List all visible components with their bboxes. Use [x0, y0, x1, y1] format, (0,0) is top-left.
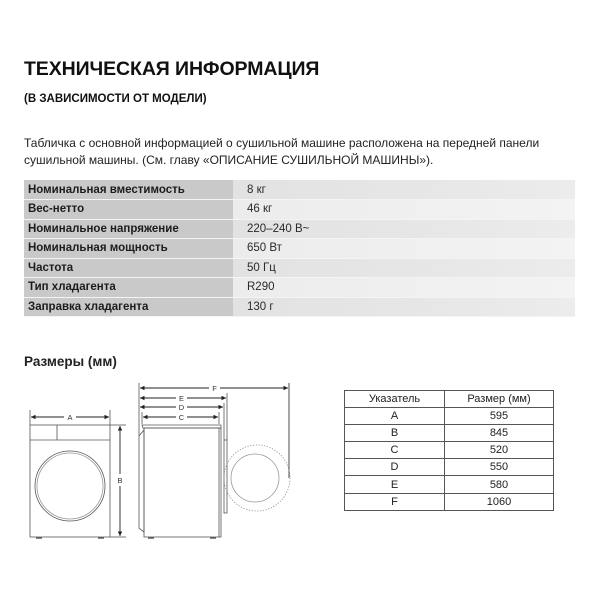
- spec-row: [24, 239, 575, 259]
- spec-row: [24, 258, 575, 278]
- dimension-value: 1060: [445, 493, 554, 510]
- side-front-edge: [139, 430, 144, 532]
- open-door-swing-circle: [224, 445, 290, 511]
- spec-row: [24, 278, 575, 298]
- dimension-value: 580: [445, 476, 554, 493]
- label-f: F: [212, 384, 217, 393]
- page-title: ТЕХНИЧЕСКАЯ ИНФОРМАЦИЯ: [24, 58, 320, 80]
- spec-label: Номинальная мощность: [24, 239, 233, 259]
- label-a: A: [67, 413, 73, 422]
- dimension-row: [345, 459, 554, 476]
- dimension-row: [345, 442, 554, 459]
- dimension-row: [345, 425, 554, 442]
- spec-value: 50 Гц: [233, 258, 575, 278]
- spec-row: [24, 219, 575, 239]
- spec-label: Вес-нетто: [24, 200, 233, 220]
- spec-label: Тип хладагента: [24, 278, 233, 298]
- front-view: [30, 410, 126, 538]
- spec-value: 130 г: [233, 297, 575, 317]
- spec-row: [24, 297, 575, 317]
- side-body-outline: [144, 428, 221, 537]
- dimension-value: 595: [445, 408, 554, 425]
- dimension-row: [345, 493, 554, 510]
- dimension-key: E: [345, 476, 445, 493]
- dimension-key: D: [345, 459, 445, 476]
- specs-table: [24, 180, 575, 317]
- dimension-key: B: [345, 425, 445, 442]
- door-inner-circle: [37, 453, 103, 519]
- dimensions-table: [344, 390, 554, 511]
- door-hinge-strip: [224, 440, 227, 513]
- dimension-value: 845: [445, 425, 554, 442]
- side-view: [139, 383, 290, 538]
- spec-label: Частота: [24, 258, 233, 278]
- page-subtitle: (В ЗАВИСИМОСТИ ОТ МОДЕЛИ): [24, 93, 207, 105]
- dimensions-heading: Размеры (мм): [24, 354, 117, 369]
- spec-value: R290: [233, 278, 575, 298]
- door-outer-circle: [35, 451, 105, 521]
- front-body-outline: [30, 425, 110, 537]
- open-door-glass-circle: [231, 454, 279, 502]
- dimension-row: [345, 476, 554, 493]
- spec-value: 650 Вт: [233, 239, 575, 259]
- label-c: C: [178, 413, 185, 422]
- dimension-key: A: [345, 408, 445, 425]
- intro-paragraph: [24, 135, 584, 169]
- dimension-key: F: [345, 493, 445, 510]
- spec-label: Номинальная вместимость: [24, 180, 233, 200]
- column-header-size: Размер (мм): [445, 391, 554, 408]
- label-e: E: [178, 394, 185, 403]
- dimensions-header-row: [345, 391, 554, 408]
- side-top-panel: [142, 425, 221, 428]
- spec-value: 8 кг: [233, 180, 575, 200]
- dimension-drawing: [0, 370, 330, 550]
- intro-line-2: сушильной машины. (См. главу «ОПИСАНИЕ СУШИЛЬНОЙ МАШИНЫ»).: [24, 153, 434, 167]
- dimension-value: 550: [445, 459, 554, 476]
- spec-row: [24, 200, 575, 220]
- spec-label: Номинальное напряжение: [24, 219, 233, 239]
- dimension-row: [345, 408, 554, 425]
- spec-value: 220–240 В~: [233, 219, 575, 239]
- spec-value: 46 кг: [233, 200, 575, 220]
- intro-line-1: Табличка с основной информацией о сушильной машине расположена на передней панели: [24, 136, 540, 150]
- label-d: D: [178, 403, 185, 412]
- spec-label: Заправка хладагента: [24, 297, 233, 317]
- dimension-key: C: [345, 442, 445, 459]
- spec-row: [24, 180, 575, 200]
- label-b: B: [117, 476, 123, 485]
- dimension-value: 520: [445, 442, 554, 459]
- column-header-indicator: Указатель: [345, 391, 445, 408]
